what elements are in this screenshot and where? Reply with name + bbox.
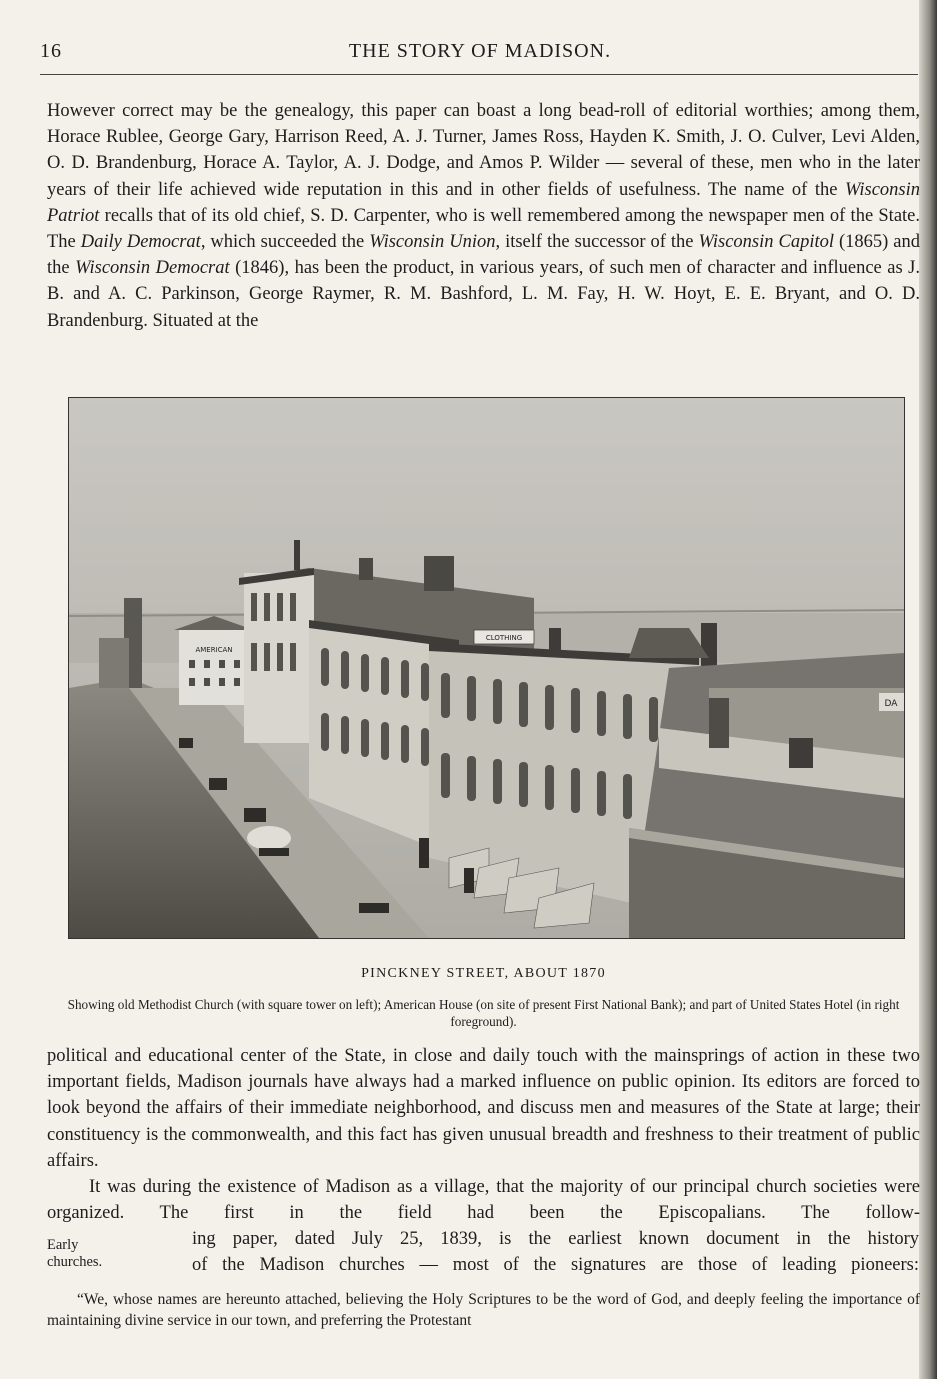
para1-italic-1: Wisconsin Patriot [47,179,920,226]
page-edge-shadow [919,0,937,1379]
caption-text: Showing old Methodist Church (with square tower on left); American House (on site of present First National Bank); and part of United States Hotel (in right foreground). [67,997,900,1029]
paragraph-churches-continued [192,1226,919,1278]
para2-text: political and educational center of the State, in close and daily touch with the mainsprings of action in these two important fields, Madison journals have always had a marked influence on public opinion. Its editors are forced to look beyond the affairs of their immediate neighborhood, and discuss men and measures of the State at large; their constituency is the commonwealth, and this fact has given unusual breadth and freshness to their treatment of public affairs. [47,1046,920,1171]
para3-line1: It was during the existence of Madison as a village, that the majority of our principal church societies were organized. The first in the field had been the Episcopalians. The follow- [47,1177,920,1224]
para3-line3: of the Madison churches — most of the signatures are those of leading pioneers: [192,1255,919,1276]
clothing-sign: CLOTHING [485,634,523,642]
paragraph-churches-intro [47,1174,920,1226]
margin-note-line2: churches. [47,1254,103,1270]
para1-italic-3: Wisconsin Union [369,232,496,253]
quote-text: “We, whose names are hereunto attached, believing the Holy Scriptures to be the word of God, and deeply feeling the importance of maintaining divine service in our town, and preferring the Protestant [47,1291,920,1329]
para1-text-2: recalls that of its old chief, S. D. Carpenter, who is well remembered among the newspaper men of the State. The [47,205,920,253]
paragraph-political-center [47,1043,920,1174]
corner-sign: DA [884,699,898,709]
para1-italic-2: Daily Democrat [80,232,201,253]
page-header [40,38,920,68]
quoted-document [47,1289,920,1331]
para1-text-5: (1865) and the [47,232,921,279]
para1-text-3: , which succeeded the [200,232,370,253]
caption-title: PINCKNEY STREET, ABOUT 1870 [361,966,606,981]
para1-text-1: However correct may be the genealogy, this paper can boast a long bead-roll of editorial worthies; among them, Horace Rublee, George Gary, Harrison Reed, A. J. Turner, James Ross, Hayden K. Smith, J. O. Culver, Levi Alden, O. D. Brandenburg, Horace A. Taylor, A. J. Dodge, and Amos P. Wilder — several of these, men who in the later years of their life achieved wide reputation in this and in other fields of usefulness. The name of the [47,101,920,200]
para1-italic-4: Wisconsin Capitol [698,232,835,253]
paragraph-editors [47,98,920,334]
running-title: THE STORY OF MADISON. [348,40,612,62]
margin-note-early-churches [47,1237,167,1271]
para3-line2: ing paper, dated July 25, 1839, is the earliest known document in the history [192,1229,919,1249]
page-number: 16 [40,40,62,62]
para1-text-6: (1846), has been the product, in various years, of such men of character and influence as J. B. and A. C. Parkinson, George Raymer, R. M. Bashford, L. M. Fay, H. W. Hoyt, E. E. Bryant, and O. D. Brandenburg. Situated at the [47,258,920,331]
pinckney-street-photo [68,397,905,939]
para1-text-4: , itself the successor of the [495,232,699,253]
american-house-sign: AMERICAN [195,646,233,654]
header-rule [40,74,918,75]
para1-italic-5: Wisconsin Democrat [75,258,230,279]
margin-note-line1: Early [47,1237,79,1253]
